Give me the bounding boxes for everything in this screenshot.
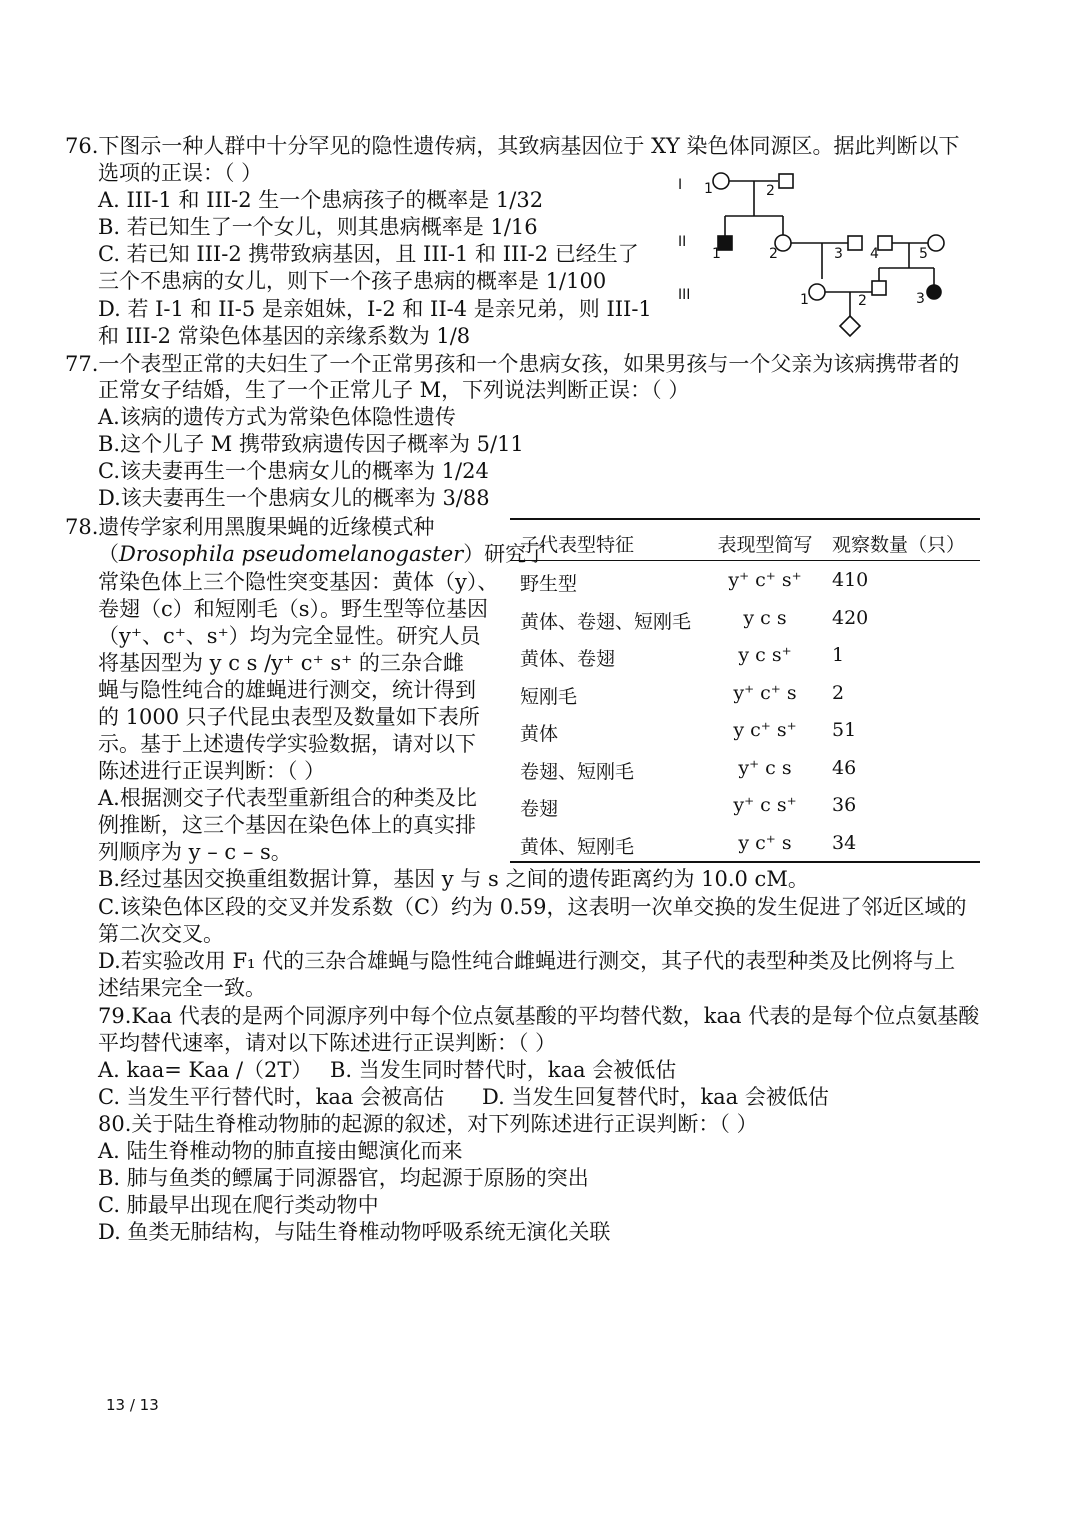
table-row — [510, 674, 980, 712]
cell-count: 36 — [832, 794, 857, 816]
cell-notation: y c s — [743, 606, 787, 629]
q80-stem: 80.关于陆生脊椎动物肺的起源的叙述，对下列陈述进行正误判断：（ ） — [98, 1112, 758, 1136]
label-II-4: 4 — [870, 246, 879, 262]
q78-line3: 常染色体上三个隐性突变基因：黄体（y）、 — [98, 570, 499, 594]
label-III-2: 2 — [858, 293, 867, 309]
header-phenotype: 子代表型特征 — [520, 534, 635, 556]
q78-option-a-line1: A.根据测交子代表型重新组合的种类及比 — [98, 786, 477, 810]
cell-count: 410 — [832, 569, 869, 591]
cell-phenotype: 卷翅、短刚毛 — [520, 760, 635, 783]
q78-option-d-line2: 述结果完全一致。 — [98, 976, 266, 1000]
q78-line7: 蝇与隐性纯合的雄蝇进行测交，统计得到 — [98, 678, 476, 702]
III-3-affected-female — [927, 285, 941, 299]
cell-notation: y⁺ c⁺ s — [733, 681, 797, 704]
q76-option-c-line1: C. 若已知 III-2 携带致病基因，且 III-1 和 III-2 已经生了 — [98, 242, 639, 266]
q78-option-b: B.经过基因交换重组数据计算，基因 y 与 s 之间的遗传距离约为 10.0 cM。 — [98, 867, 809, 891]
q78-line9: 示。基于上述遗传学实验数据，请对以下 — [98, 732, 476, 756]
table-row — [510, 599, 980, 637]
q80-option-c: C. 肺最早出现在爬行类动物中 — [98, 1193, 379, 1217]
I-2-male — [779, 174, 793, 188]
label-II-5: 5 — [919, 246, 928, 262]
II-3-male — [848, 236, 862, 250]
label-I-2: 2 — [766, 183, 775, 199]
q76-option-d-line2: 和 III-2 常染色体基因的亲缘系数为 1/8 — [98, 324, 471, 348]
table-row — [510, 824, 980, 862]
header-notation: 表现型简写 — [717, 534, 813, 556]
label-II-1: 1 — [712, 246, 721, 262]
q78-option-a-line3: 列顺序为 y – c – s。 — [98, 840, 292, 864]
table-row — [510, 711, 980, 749]
cell-phenotype: 卷翅 — [520, 798, 559, 820]
q79-stem-line2: 平均替代速率，请对以下陈述进行正误判断：（ ） — [98, 1031, 557, 1055]
q79-option-c: C. 当发生平行替代时，kaa 会被高估 — [98, 1085, 445, 1109]
cell-notation: y c⁺ s — [738, 831, 792, 854]
cell-count: 51 — [832, 719, 857, 741]
cell-phenotype: 黄体、短刚毛 — [520, 835, 635, 858]
phenotype-table — [510, 518, 980, 863]
label-II-3: 3 — [834, 246, 843, 262]
q78-option-a-line2: 例推断，这三个基因在染色体上的真实排 — [98, 813, 476, 837]
cell-phenotype: 黄体、卷翅 — [520, 648, 616, 670]
label-III-3: 3 — [916, 291, 925, 307]
q78-paren-close: ）研究了 — [463, 542, 548, 566]
q76-option-a: A. III-1 和 III-2 生一个患病孩子的概率是 1/32 — [98, 188, 544, 212]
q79-option-b: B. 当发生同时替代时，kaa 会被低估 — [330, 1058, 677, 1082]
cell-phenotype: 短刚毛 — [520, 685, 578, 708]
label-I-1: 1 — [704, 181, 713, 197]
gen-label-III: III — [678, 287, 691, 303]
cell-count: 34 — [832, 831, 857, 854]
IV-unknown-sex-diamond — [840, 316, 860, 336]
II-4-male — [878, 236, 892, 250]
q78-line6: 将基因型为 y c s /y⁺ c⁺ s⁺ 的三杂合雌 — [98, 651, 464, 675]
q78-line8: 的 1000 只子代昆虫表型及数量如下表所 — [98, 705, 480, 729]
table-row — [510, 786, 980, 824]
q78-line2 — [98, 541, 547, 567]
I-1-female — [713, 173, 729, 189]
q78-line10: 陈述进行正误判断：（ ） — [98, 759, 326, 783]
q79-option-d: D. 当发生回复替代时，kaa 会被低估 — [482, 1085, 829, 1109]
cell-notation: y⁺ c s⁺ — [733, 794, 797, 816]
q78-option-c-line1: C.该染色体区段的交叉并发系数（C）约为 0.59，这表明一次单交换的发生促进了邻近区域的 — [98, 895, 967, 919]
table-row — [510, 636, 980, 674]
gen-label-I: I — [678, 177, 683, 193]
q77-option-b: B.这个儿子 M 携带致病遗传因子概率为 5/11 — [98, 432, 524, 456]
III-1-female — [809, 284, 825, 300]
q76-stem-line2: 选项的正误：（ ） — [98, 161, 263, 185]
cell-phenotype: 黄体 — [520, 723, 559, 745]
species-name: Drosophila pseudomelanogaster — [119, 542, 464, 566]
q78-option-c-line2: 第二次交叉。 — [98, 922, 224, 946]
header-count: 观察数量（只） — [832, 534, 966, 556]
cell-phenotype: 野生型 — [520, 573, 578, 595]
cell-notation: y⁺ c⁺ s⁺ — [728, 569, 802, 591]
table-row — [510, 561, 980, 599]
label-II-2: 2 — [769, 246, 778, 262]
cell-count: 46 — [832, 756, 857, 779]
q77-stem-line1: 77.一个表型正常的夫妇生了一个正常男孩和一个患病女孩，如果男孩与一个父亲为该病携带者的 — [65, 352, 960, 376]
cell-notation: y⁺ c s — [738, 756, 792, 779]
q78-paren-open: （ — [98, 542, 119, 566]
q76-option-b: B. 若已知生了一个女儿，则其患病概率是 1/16 — [98, 215, 538, 239]
q80-option-a: A. 陆生脊椎动物的肺直接由鳃演化而来 — [98, 1139, 463, 1163]
q77-option-d: D.该夫妻再生一个患病女儿的概率为 3/88 — [98, 486, 490, 510]
cell-phenotype: 黄体、卷翅、短刚毛 — [520, 610, 692, 633]
label-III-1: 1 — [800, 292, 809, 308]
q80-option-d: D. 鱼类无肺结构，与陆生脊椎动物呼吸系统无演化关联 — [98, 1220, 611, 1244]
q77-option-a: A.该病的遗传方式为常染色体隐性遗传 — [98, 405, 456, 429]
III-2-male — [872, 281, 886, 295]
page-number: 13 / 13 — [106, 1396, 159, 1414]
q76-stem-line1: 76.下图示一种人群中十分罕见的隐性遗传病，其致病基因位于 XY 染色体同源区。据此判断以下 — [65, 134, 960, 158]
cell-notation: y c⁺ s⁺ — [733, 719, 797, 741]
II-5-female — [928, 235, 944, 251]
table-header-row — [510, 520, 980, 561]
q77-stem-line2: 正常女子结婚，生了一个正常儿子 M，下列说法判断正误：（ ） — [98, 378, 690, 402]
gen-label-II: II — [678, 234, 687, 250]
table-row — [510, 749, 980, 787]
q77-option-c: C.该夫妻再生一个患病女儿的概率为 1/24 — [98, 459, 489, 483]
cell-count: 2 — [832, 681, 845, 704]
q79-option-a: A. kaa= Kaa /（2T） — [98, 1058, 313, 1082]
cell-count: 420 — [832, 606, 869, 629]
cell-count: 1 — [832, 644, 845, 666]
q78-line5: （y⁺、c⁺、s⁺）均为完全显性。研究人员 — [98, 624, 481, 648]
q76-option-c-line2: 三个不患病的女儿，则下一个孩子患病的概率是 1/100 — [98, 269, 607, 293]
cell-notation: y c s⁺ — [738, 644, 792, 666]
pedigree-diagram — [672, 170, 962, 342]
q80-option-b: B. 肺与鱼类的鳔属于同源器官，均起源于原肠的突出 — [98, 1166, 589, 1190]
q76-option-d-line1: D. 若 I-1 和 II-5 是亲姐妹，I-2 和 II-4 是亲兄弟，则 III-1 — [98, 297, 652, 321]
q79-stem-line1: 79.Kaa 代表的是两个同源序列中每个位点氨基酸的平均替代数，kaa 代表的是每个位点氨基酸 — [98, 1004, 980, 1028]
q78-line4: 卷翅（c）和短刚毛（s）。野生型等位基因 — [98, 597, 489, 621]
q78-option-d-line1: D.若实验改用 F₁ 代的三杂合雄蝇与隐性纯合雌蝇进行测交，其子代的表型种类及比例将与上 — [98, 949, 956, 973]
q78-line1: 78.遗传学家利用黑腹果蝇的近缘模式种 — [65, 515, 435, 539]
